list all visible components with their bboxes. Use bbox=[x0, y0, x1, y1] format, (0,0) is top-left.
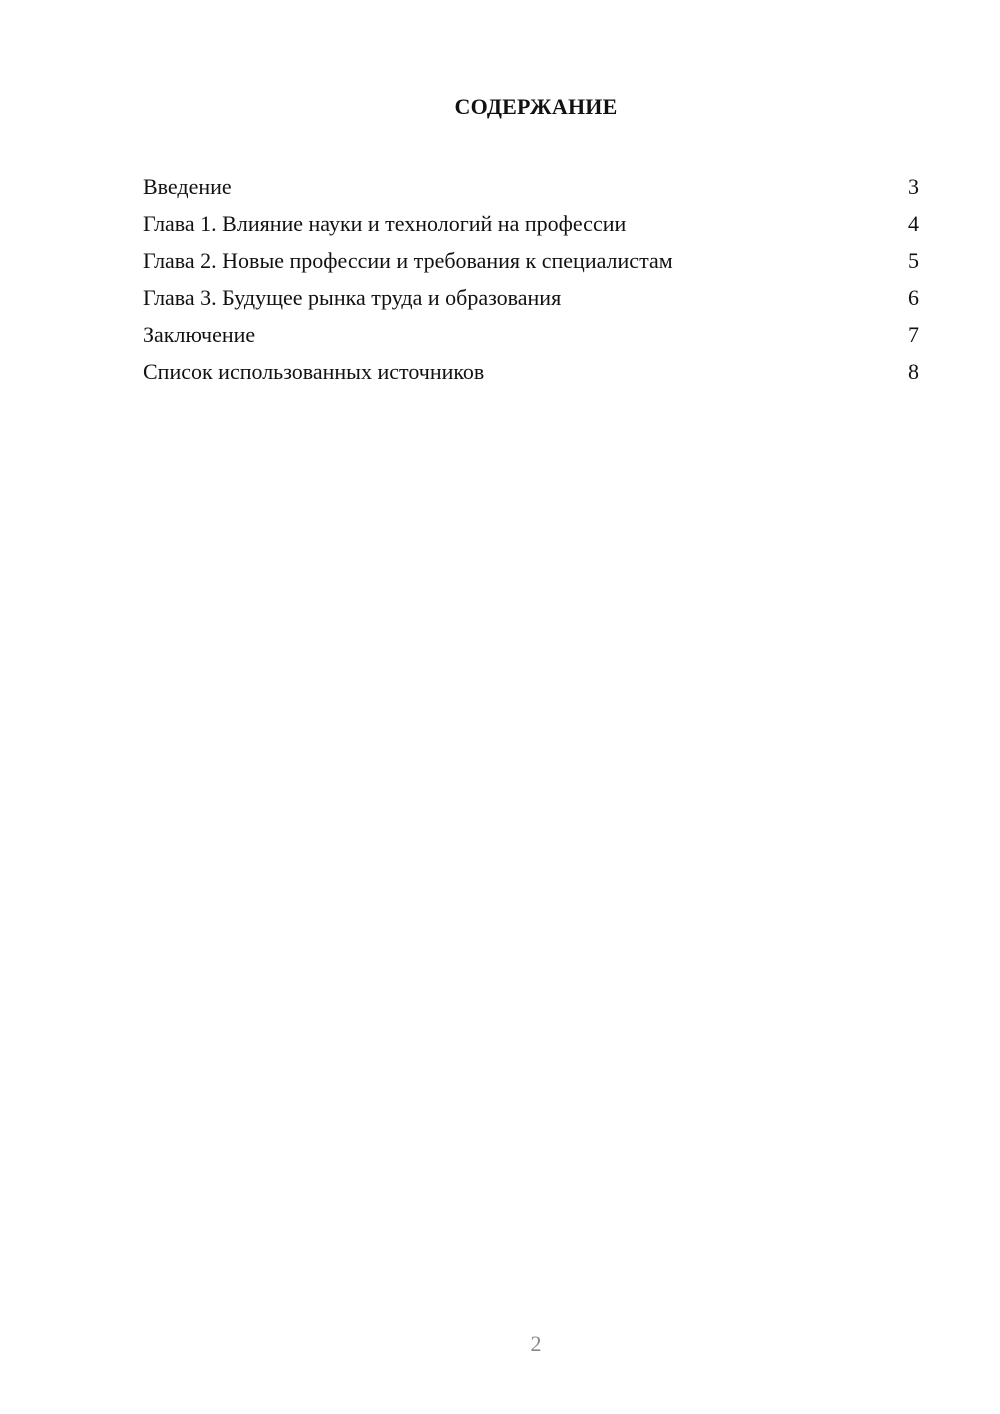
toc-item-introduction bbox=[143, 168, 919, 205]
toc-item-label: Введение bbox=[143, 174, 232, 199]
toc-item-page-number: 8 bbox=[908, 359, 919, 384]
table-of-contents bbox=[143, 168, 919, 390]
toc-item-conclusion bbox=[143, 316, 919, 353]
page-number: 2 bbox=[530, 1331, 542, 1356]
toc-item-page-number: 7 bbox=[908, 322, 919, 347]
toc-item-page-number: 4 bbox=[908, 211, 919, 236]
toc-item-label: Глава 3. Будущее рынка труда и образования bbox=[143, 285, 562, 310]
toc-item-label: Список использованных источников bbox=[143, 359, 485, 384]
toc-item-chapter-1 bbox=[143, 205, 919, 242]
toc-item-label: Глава 1. Влияние науки и технологий на профессии bbox=[143, 211, 627, 236]
toc-title: СОДЕРЖАНИЕ bbox=[454, 94, 618, 119]
toc-item-page-number: 6 bbox=[908, 285, 919, 310]
toc-item-page-number: 5 bbox=[908, 248, 919, 273]
toc-item-label: Заключение bbox=[143, 322, 256, 347]
toc-item-chapter-2 bbox=[143, 242, 919, 279]
toc-item-page-number: 3 bbox=[908, 174, 919, 199]
toc-item-label: Глава 2. Новые профессии и требования к специалистам bbox=[143, 248, 673, 273]
toc-item-chapter-3 bbox=[143, 279, 919, 316]
toc-item-references bbox=[143, 353, 919, 390]
